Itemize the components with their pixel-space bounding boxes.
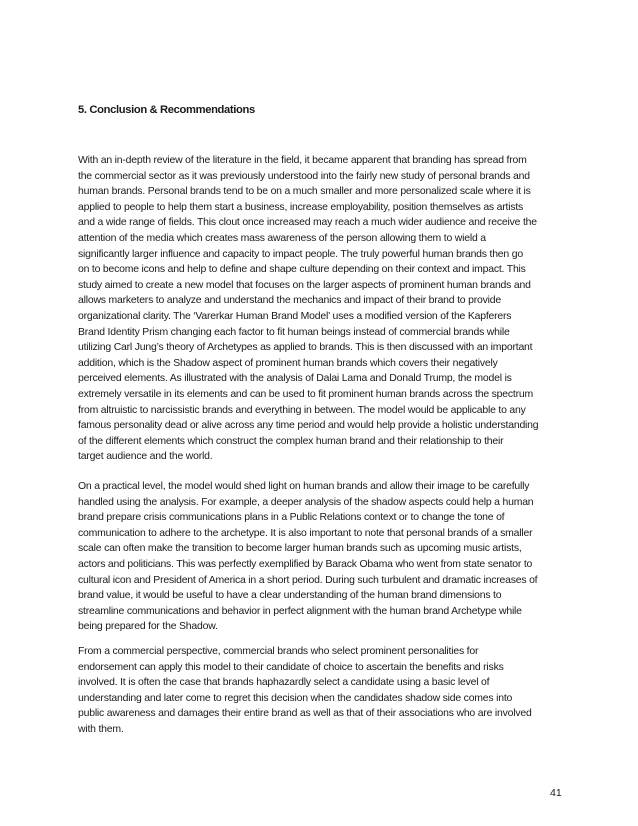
text-line: study aimed to create a new model that focuses on the larger aspects of prominent human brands and — [78, 279, 531, 291]
text-line: the commercial sector as it was previously understood into the fairly new study of personal brands and — [78, 170, 530, 182]
text-line: applied to people to help them start a business, increase employability, position themselves as artists — [78, 201, 524, 213]
text-line: significantly larger influence and capacity to impact people. The truly powerful human brands then go — [78, 248, 523, 260]
text-line: endorsement can apply this model to their candidate of choice to ascertain the benefits and risks — [78, 661, 504, 673]
text-line: and a wide range of fields. This clout once increased may reach a much wider audience and receive the — [78, 217, 537, 229]
text-line: With an in-depth review of the literature in the field, it became apparent that branding has spread from — [78, 155, 527, 166]
text-line: brand value, it would be useful to have a clear understanding of the human brand dimensions to — [78, 590, 502, 602]
text-line: scale can often make the transition to become larger human brands such as upcoming music artists, — [78, 543, 522, 555]
text-line: From a commercial perspective, commercial brands who select prominent personalities for — [78, 646, 479, 657]
text-line: addition, which is the Shadow aspect of prominent human brands which covers their negatively — [78, 357, 498, 369]
text-line: On a practical level, the model would shed light on human brands and allow their image to be carefully — [78, 481, 530, 492]
text-line: human brands. Personal brands tend to be on a much smaller and more personalized scale where it is — [78, 186, 531, 198]
text-line: on to become icons and help to define and shape culture depending on their context and impact. This — [78, 264, 526, 276]
text-line: handled using the analysis. For example, a deeper analysis of the shadow aspects could help a human — [78, 496, 534, 508]
text-line: allows marketers to analyze and understand the mechanics and impact of their brand to provide — [78, 295, 501, 307]
text-line: with them. — [78, 723, 124, 735]
text-line: from altruistic to narcissistic brands and everything in between. The model would be applicable to any — [78, 404, 526, 416]
text-line: involved. It is often the case that brands haphazardly select a candidate using a basic level of — [78, 677, 490, 689]
paragraph-conclusion — [78, 153, 568, 465]
text-line: being prepared for the Shadow. — [78, 621, 218, 633]
text-line: famous personality dead or alive across any time period and would help provide a holistic understanding — [78, 420, 539, 432]
text-line: attention of the media which creates mass awareness of the person allowing them to wield a — [78, 232, 486, 244]
text-line: brand prepare crisis communications plans in a Public Relations context or to change the tone of — [78, 512, 505, 524]
text-line: target audience and the world. — [78, 451, 213, 463]
text-line: extremely versatile in its elements and can be used to fit prominent human brands across the spectrum — [78, 388, 533, 400]
text-line: communication to adhere to the archetype. It is also important to note that personal brands of a smaller — [78, 527, 533, 539]
paragraph-commercial — [78, 644, 568, 738]
text-line: cultural icon and President of America in a short period. During such turbulent and dramatic increases of — [78, 574, 538, 586]
text-line: actors and politicians. This was perfectly exemplified by Barack Obama who went from state senator to — [78, 558, 533, 570]
text-line: perceived elements. As illustrated with the analysis of Dalai Lama and Donald Trump, the model is — [78, 373, 512, 385]
text-line: organizational clarity. The ‘Varerkar Human Brand Model’ uses a modified version of the Kapferers — [78, 310, 512, 322]
text-line: understanding and later come to regret this decision when the candidates shadow side comes into — [78, 692, 513, 704]
text-line: of the different elements which construct the complex human brand and their relationship to their — [78, 435, 504, 447]
text-line: Brand Identity Prism changing each factor to fit human beings instead of commercial brands while — [78, 326, 510, 338]
page-number: 41 — [550, 787, 562, 799]
text-line: utilizing Carl Jung’s theory of Archetypes as applied to brands. This is then discussed with an important — [78, 342, 533, 354]
text-line: streamline communications and behavior in perfect alignment with the human brand Archetype while — [78, 605, 522, 617]
paragraph-practical — [78, 479, 568, 635]
section-heading: 5. Conclusion & Recommendations — [78, 104, 255, 116]
text-line: public awareness and damages their entire brand as well as that of their associations who are involved — [78, 708, 532, 720]
